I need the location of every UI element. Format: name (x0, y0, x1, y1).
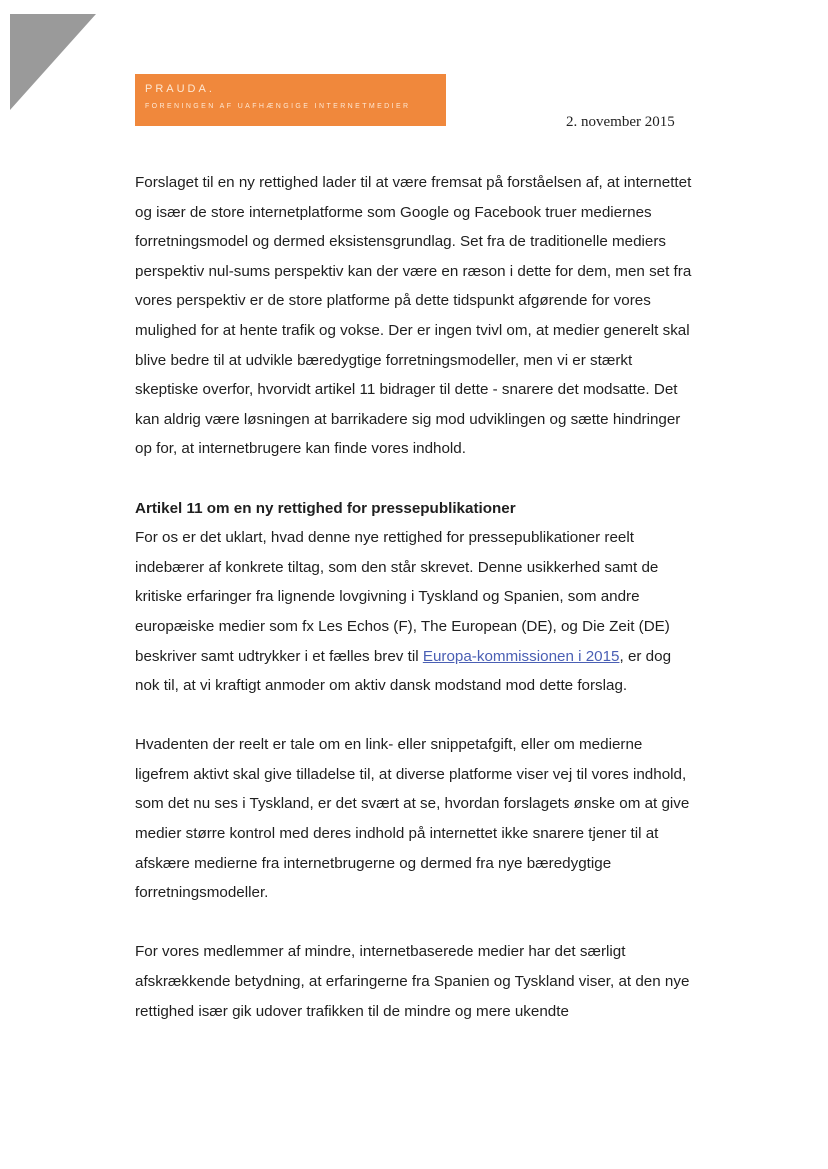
paragraph-article-11-start: For os er det uklart, hvad denne nye rettighed for pressepublikationer reelt indebærer af konkrete tiltag, som den står skrevet. Denne usikkerhed samt de kritiske erfaringer fra lignende lovgivning i Tyskland og Spanien, som andre europæiske medier som fx Les Echos (F), The European (DE), og Die Zeit (DE) beskriver samt udtrykker i et fælles brev til (135, 529, 670, 665)
paragraph-small-media: For vores medlemmer af mindre, internetbaserede medier har det særligt afskrækkende betydning, at erfaringerne fra Spanien og Tyskland viser, at den nye rettighed især gik udover trafikken til de mindre og mere ukendte (135, 943, 690, 1020)
europa-kommissionen-link[interactable]: Europa-kommissionen i 2015 (422, 647, 620, 665)
page-corner-mark (10, 14, 96, 110)
paragraph-intro: Forslaget til en ny rettighed lader til at være fremsat på forståelsen af, at internettet og især de store internetplatforme som Google og Facebook truer mediernes forretningsmodel og dermed eksistensgrundlag. Set fra de traditionelle mediers perspektiv nul-sums perspektiv kan der være en ræson i dette for dem, men set fra vores perspektiv er de store platforme på dette tidspunkt afgørende for vores mulighed for at hente trafik og vokse. Der er ingen tvivl om, at medier generelt skal blive bedre til at udvikle bæredygtige forretningsmodeller, men vi er stærkt skeptiske overfor, hvorvidt artikel 11 bidrager til dette - snarere det modsatte. Det kan aldrig være løsningen at barrikadere sig mod udviklingen og sætte hindringer op for, at internetbrugere kan finde vores indhold. (135, 174, 692, 458)
logo-name: PRAUDA. (145, 83, 215, 95)
section-heading: Artikel 11 om en ny rettighed for pressepublikationer (135, 499, 516, 517)
paragraph-article-11 (135, 523, 695, 701)
document-body (135, 168, 695, 1026)
logo-subtitle: FORENINGEN AF UAFHÆNGIGE INTERNETMEDIER (145, 103, 411, 110)
prauda-logo (135, 74, 446, 126)
document-date: 2. november 2015 (566, 114, 675, 130)
paragraph-link-tax: Hvadenten der reelt er tale om en link- eller snippetafgift, eller om medierne ligefrem aktivt skal give tilladelse til, at diverse platforme viser vej til vores indhold, som det nu ses i Tyskland, er det svært at se, hvordan forslagets ønske om at give medier større kontrol med deres indhold på internettet ikke snarere tjener til at afskære medierne fra internetbrugerne og dermed fra nye bæredygtige forretningsmodeller. (135, 736, 690, 902)
paragraph-article-11-end: , er dog nok til, at vi kraftigt anmoder om aktiv dansk modstand mod dette forslag. (135, 647, 672, 695)
